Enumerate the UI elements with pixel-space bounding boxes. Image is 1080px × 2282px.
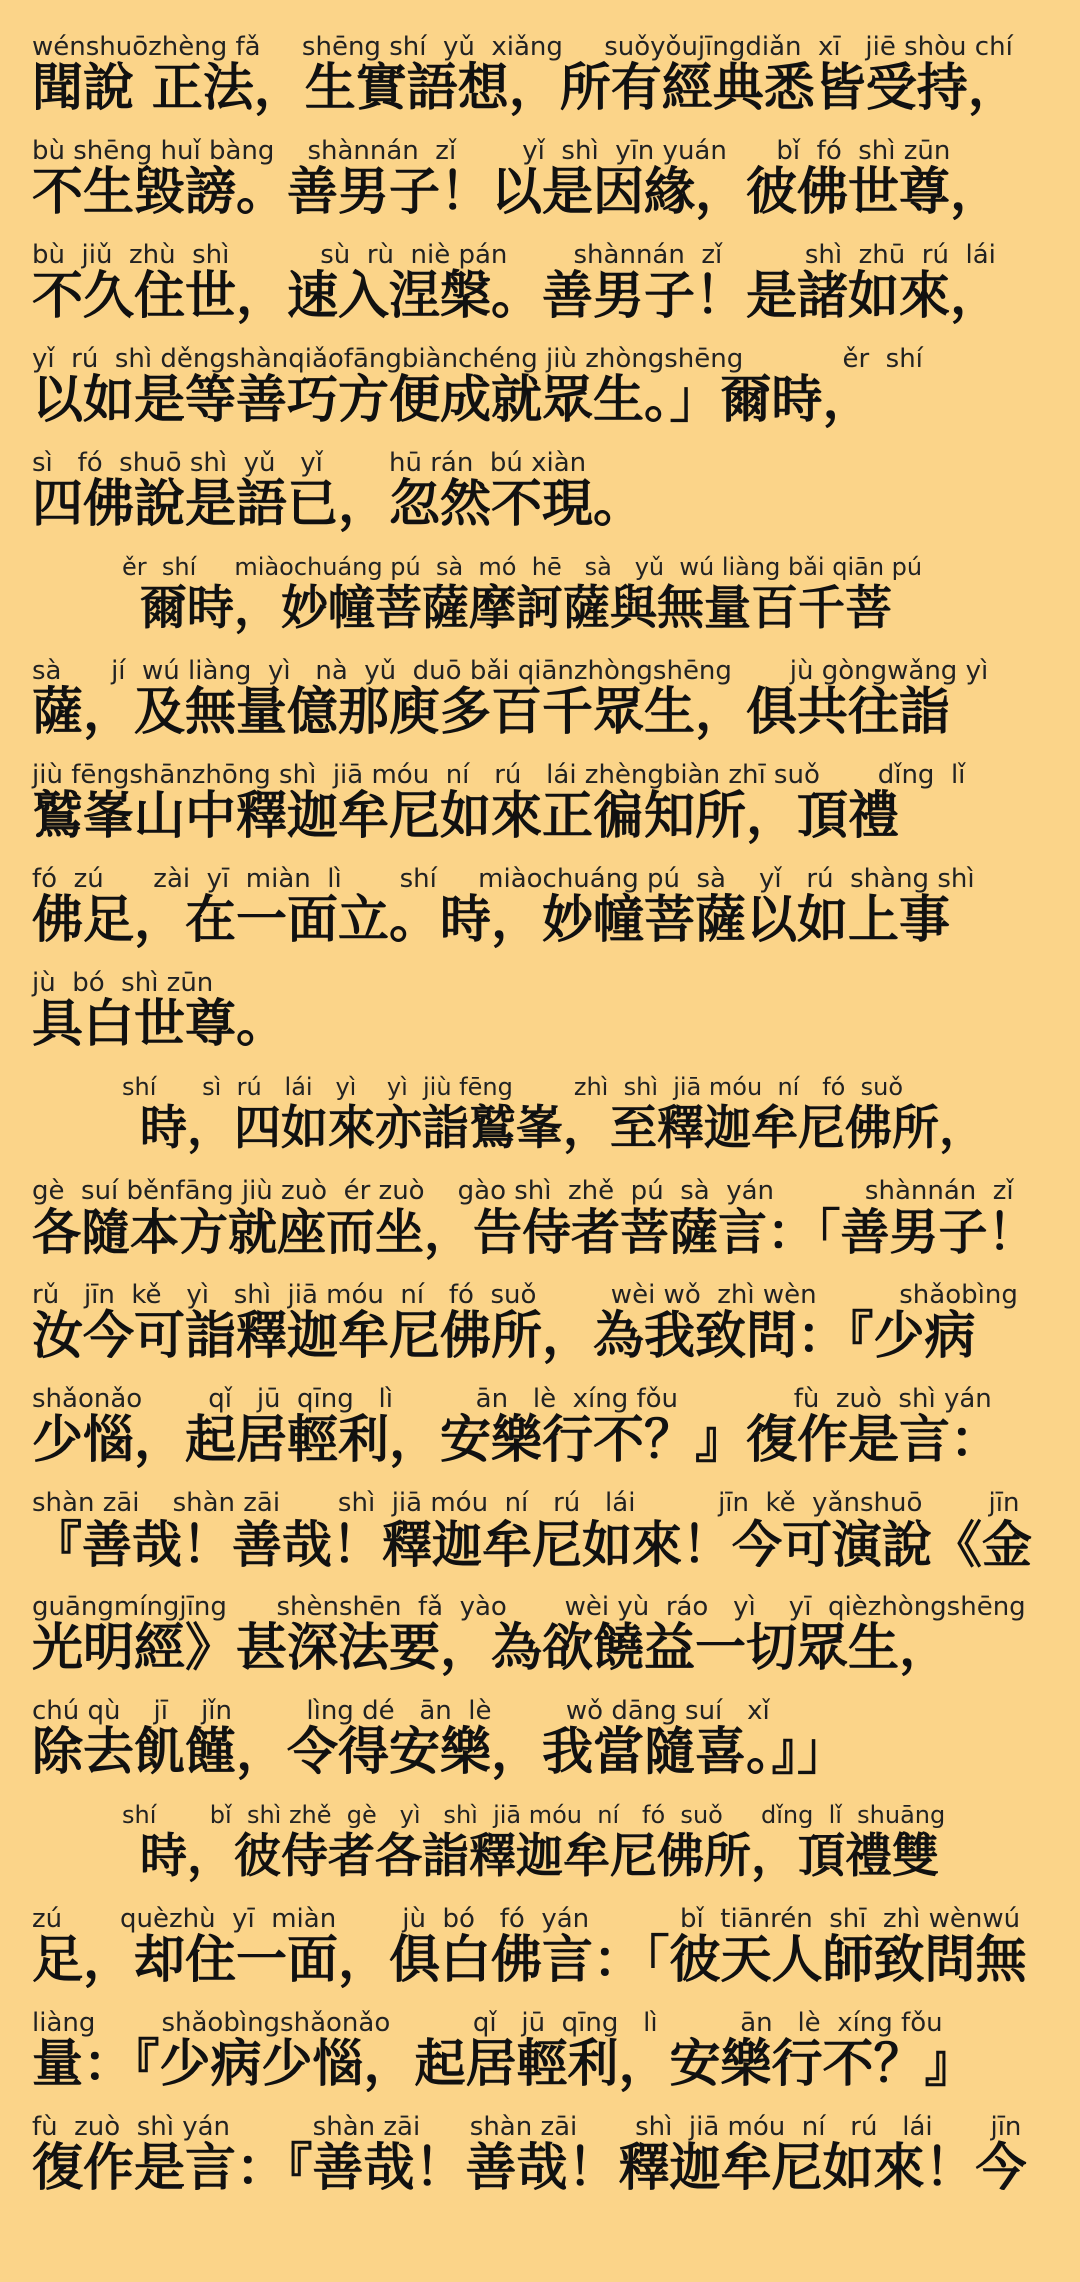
chinese-text: 復作是言：『善哉！善哉！釋迦牟尼如來！今 xyxy=(32,2139,1027,2198)
chinese-text: 少惱，起居輕利，安樂行不？』復作是言： xyxy=(32,1411,1002,1470)
pinyin-annotation: gè suí běnfāng jiù zuò ér zuò gào shì zhě pú sà yán shànnán zǐ xyxy=(32,1176,1014,1206)
chinese-text: 以如是等善巧方便成就眾生。」爾時， xyxy=(32,371,874,430)
sutra-line xyxy=(32,1174,1052,1274)
pinyin-annotation: shàn zāi shàn zāi shì jiā móu ní rú lái jīn kě yǎnshuō jīn xyxy=(32,1488,1020,1518)
chinese-text: 佛足，在一面立。時，妙幢菩薩以如上事 xyxy=(32,891,951,950)
sutra-line xyxy=(32,1590,1052,1690)
sutra-line xyxy=(32,134,1052,234)
chinese-text: 時，彼侍者各詣釋迦牟尼佛所，頂禮雙 xyxy=(140,1829,939,1884)
sutra-line xyxy=(32,238,1052,338)
chinese-text: 不久住世，速入涅槃。善男子！是諸如來， xyxy=(32,267,1002,326)
pinyin-annotation: jù bó shì zūn xyxy=(32,968,214,998)
pinyin-annotation: zú quèzhù yī miàn jù bó fó yán bǐ tiānrén shī zhì wènwú xyxy=(32,1904,1021,1934)
chinese-text: 除去飢饉，令得安樂，我當隨喜。』」 xyxy=(32,1723,849,1782)
chinese-text: 時，四如來亦詣鷲峯，至釋迦牟尼佛所， xyxy=(140,1101,986,1156)
pinyin-annotation: bù shēng huǐ bàng shànnán zǐ yǐ shì yīn yuán bǐ fó shì zūn xyxy=(32,136,951,166)
chinese-text: 『善哉！善哉！釋迦牟尼如來！今可演說《金 xyxy=(32,1516,1032,1574)
sutra-line xyxy=(32,1902,1052,2002)
chinese-text: 鷲峯山中釋迦牟尼如來正徧知所，頂禮 xyxy=(32,787,900,846)
pinyin-annotation: sì fó shuō shì yǔ yǐ hū rán bú xiàn xyxy=(32,448,587,478)
sutra-line xyxy=(32,550,1052,650)
chinese-text: 量：『少病少惱，起居輕利，安樂行不？』 xyxy=(32,2035,976,2094)
pinyin-annotation: shí bǐ shì zhě gè yì shì jiā móu ní fó suǒ dǐng lǐ shuāng xyxy=(122,1801,946,1829)
pinyin-annotation: chú qù jī jǐn lìng dé ān lè wǒ dāng suí xǐ xyxy=(32,1696,770,1726)
pinyin-annotation: ěr shí miàochuáng pú sà mó hē sà yǔ wú liàng bǎi qiān pú xyxy=(122,553,923,581)
pinyin-annotation: shǎonǎo qǐ jū qīng lì ān lè xíng fǒu fù zuò shì yán xyxy=(32,1384,992,1414)
chinese-text: 聞說 正法，生實語想，所有經典悉皆受持， xyxy=(32,59,1019,118)
chinese-text: 四佛說是語已，忽然不現。 xyxy=(32,475,645,534)
pinyin-annotation: bù jiǔ zhù shì sù rù niè pán shànnán zǐ shì zhū rú lái xyxy=(32,240,996,270)
sutra-line xyxy=(32,654,1052,754)
sutra-line xyxy=(32,342,1052,442)
sutra-line xyxy=(32,1694,1052,1794)
pinyin-annotation: fó zú zài yī miàn lì shí miàochuáng pú sà yǐ rú shàng shì xyxy=(32,864,975,894)
sutra-line xyxy=(32,1070,1052,1170)
pinyin-annotation: liàng shǎobìngshǎonǎo qǐ jū qīng lì ān lè xíng fǒu xyxy=(32,2008,943,2038)
chinese-text: 足，却住一面，俱白佛言：「彼天人師致問無 xyxy=(32,1931,1027,1990)
sutra-line xyxy=(32,966,1052,1066)
sutra-line xyxy=(32,2110,1052,2210)
sutra-line xyxy=(32,2006,1052,2106)
sutra-line xyxy=(32,862,1052,962)
chinese-text: 各隨本方就座而坐，告侍者菩薩言：「善男子！ xyxy=(32,1204,1037,1261)
sutra-line xyxy=(32,446,1052,546)
chinese-text: 爾時，妙幢菩薩摩訶薩與無量百千菩 xyxy=(140,581,892,636)
sutra-line xyxy=(32,1278,1052,1378)
chinese-text: 具白世尊。 xyxy=(32,995,288,1054)
pinyin-annotation: guāngmíngjīng shènshēn fǎ yào wèi yù ráo yì yī qièzhòngshēng xyxy=(32,1592,1026,1622)
pinyin-annotation: shí sì rú lái yì yì jiù fēng zhì shì jiā móu ní fó suǒ xyxy=(122,1073,903,1101)
chinese-text: 不生毀謗。善男子！以是因緣，彼佛世尊， xyxy=(32,163,1002,222)
pinyin-annotation: wénshuōzhèng fǎ shēng shí yǔ xiǎng suǒyǒujīngdiǎn xī jiē shòu chí xyxy=(32,32,1013,62)
pinyin-annotation: rǔ jīn kě yì shì jiā móu ní fó suǒ wèi wǒ zhì wèn shǎobìng xyxy=(32,1280,1018,1310)
pinyin-annotation: yǐ rú shì děngshànqiǎofāngbiànchéng jiù zhòngshēng ěr shí xyxy=(32,344,923,374)
chinese-text: 汝今可詣釋迦牟尼佛所，為我致問：『少病 xyxy=(32,1307,976,1366)
chinese-text: 薩，及無量億那庾多百千眾生，俱共往詣 xyxy=(32,683,951,742)
sutra-line xyxy=(32,1382,1052,1482)
sutra-line xyxy=(32,758,1052,858)
pinyin-annotation: jiù fēngshānzhōng shì jiā móu ní rú lái zhèngbiàn zhī suǒ dǐng lǐ xyxy=(32,760,966,790)
sutra-line xyxy=(32,1798,1052,1898)
pinyin-annotation: fù zuò shì yán shàn zāi shàn zāi shì jiā móu ní rú lái jīn xyxy=(32,2112,1022,2142)
sutra-line xyxy=(32,30,1052,130)
sutra-line xyxy=(32,1486,1052,1586)
chinese-text: 光明經》甚深法要，為欲饒益一切眾生， xyxy=(32,1619,951,1678)
pinyin-annotation: sà jí wú liàng yì nà yǔ duō bǎi qiānzhòngshēng jù gòngwǎng yì xyxy=(32,656,989,686)
